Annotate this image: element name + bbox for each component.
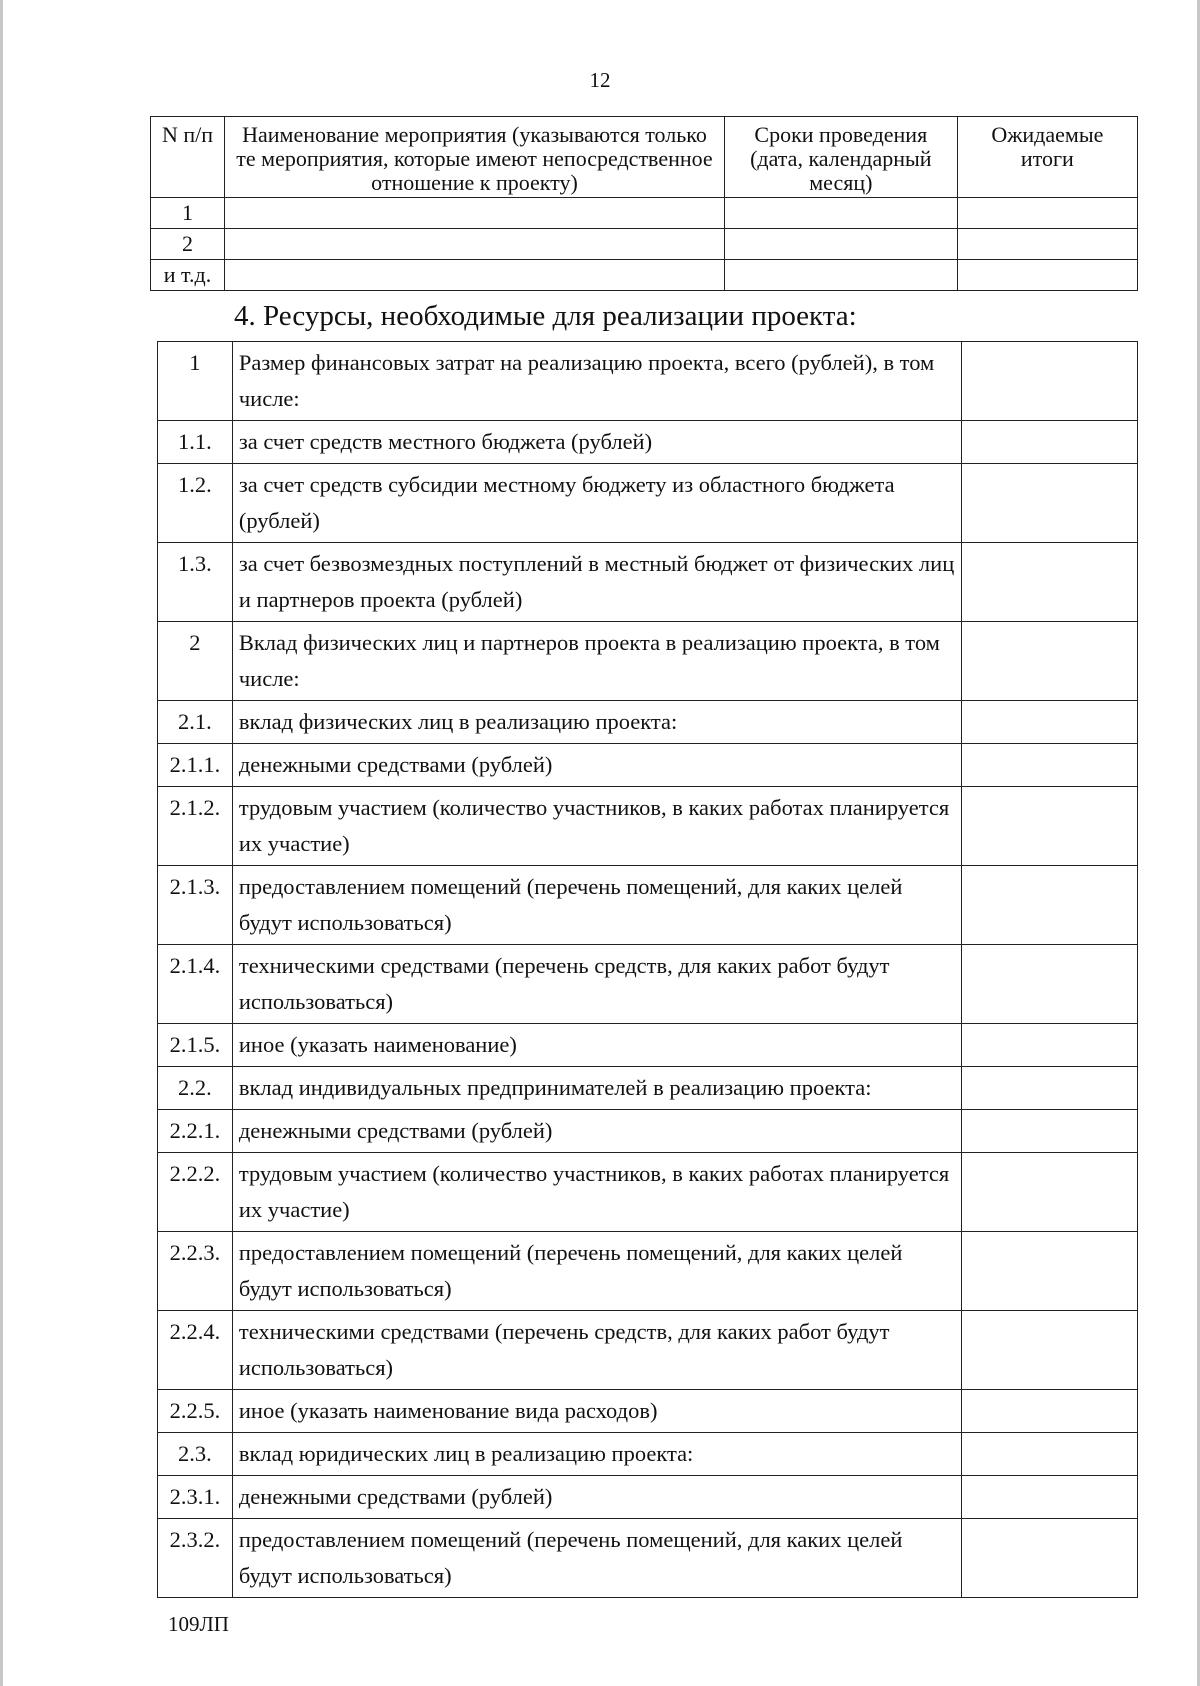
- resource-row: [158, 866, 1138, 945]
- resource-value-cell[interactable]: [961, 1024, 1137, 1067]
- document-code: 109ЛП: [168, 1612, 229, 1636]
- resource-row: [158, 1311, 1138, 1390]
- resource-value-cell[interactable]: [961, 1067, 1137, 1110]
- resource-number: 2.1.2.: [158, 787, 233, 866]
- resource-description: денежными средствами (рублей): [232, 1476, 961, 1519]
- resource-value-cell[interactable]: [961, 1476, 1137, 1519]
- resource-number: 2.2.1.: [158, 1110, 233, 1153]
- resource-number: 2.3.1.: [158, 1476, 233, 1519]
- resource-description: за счет безвозмездных поступлений в местный бюджет от физических лиц и партнеров проекта (рублей): [232, 543, 961, 622]
- resource-value-cell[interactable]: [961, 1232, 1137, 1311]
- resource-number: 2.3.: [158, 1433, 233, 1476]
- resource-description: Вклад физических лиц и партнеров проекта в реализацию проекта, в том числе:: [232, 622, 961, 701]
- resource-number: 1.1.: [158, 421, 233, 464]
- event-row-number: 2: [151, 229, 225, 260]
- events-table-row: [151, 229, 1138, 260]
- resource-row: [158, 622, 1138, 701]
- resource-row: [158, 787, 1138, 866]
- resource-value-cell[interactable]: [961, 464, 1137, 543]
- section-heading: 4. Ресурсы, необходимые для реализации проекта:: [234, 300, 857, 332]
- resource-number: 2.2.: [158, 1067, 233, 1110]
- resource-number: 2.1.1.: [158, 744, 233, 787]
- header-n: N п/п: [151, 117, 225, 198]
- resource-value-cell[interactable]: [961, 701, 1137, 744]
- resource-value-cell[interactable]: [961, 1390, 1137, 1433]
- resource-description: вклад индивидуальных предпринимателей в реализацию проекта:: [232, 1067, 961, 1110]
- resource-description: техническими средствами (перечень средств, для каких работ будут использоваться): [232, 945, 961, 1024]
- event-results-cell[interactable]: [957, 229, 1137, 260]
- events-table-row: [151, 198, 1138, 229]
- event-row-number: 1: [151, 198, 225, 229]
- resource-description: за счет средств местного бюджета (рублей): [232, 421, 961, 464]
- events-table-row: [151, 260, 1138, 291]
- resource-row: [158, 421, 1138, 464]
- resource-row: [158, 1519, 1138, 1598]
- resource-value-cell[interactable]: [961, 1110, 1137, 1153]
- resource-value-cell[interactable]: [961, 866, 1137, 945]
- event-name-cell[interactable]: [225, 229, 725, 260]
- resource-number: 2.2.3.: [158, 1232, 233, 1311]
- resource-description: денежными средствами (рублей): [232, 744, 961, 787]
- resource-number: 2.2.4.: [158, 1311, 233, 1390]
- header-event-name: Наименование мероприятия (указываются только те мероприятия, которые имеют непосредственное отношение к проекту): [225, 117, 725, 198]
- resource-description: трудовым участием (количество участников, в каких работах планируется их участие): [232, 787, 961, 866]
- resource-description: предоставлением помещений (перечень помещений, для каких целей будут использоваться): [232, 866, 961, 945]
- header-results: Ожидаемые итоги: [957, 117, 1137, 198]
- resource-row: [158, 744, 1138, 787]
- resource-row: [158, 701, 1138, 744]
- resource-description: Размер финансовых затрат на реализацию проекта, всего (рублей), в том числе:: [232, 342, 961, 421]
- resource-value-cell[interactable]: [961, 342, 1137, 421]
- resource-number: 2.3.2.: [158, 1519, 233, 1598]
- event-name-cell[interactable]: [225, 198, 725, 229]
- resources-table: [157, 341, 1138, 1598]
- events-table: [150, 116, 1138, 291]
- resource-value-cell[interactable]: [961, 1433, 1137, 1476]
- resource-row: [158, 543, 1138, 622]
- resource-value-cell[interactable]: [961, 421, 1137, 464]
- page-number: 12: [589, 68, 611, 92]
- resource-value-cell[interactable]: [961, 744, 1137, 787]
- events-table-header-row: [151, 117, 1138, 198]
- resource-number: 2.1.4.: [158, 945, 233, 1024]
- resource-number: 2.2.5.: [158, 1390, 233, 1433]
- resource-description: трудовым участием (количество участников, в каких работах планируется их участие): [232, 1153, 961, 1232]
- resource-value-cell[interactable]: [961, 622, 1137, 701]
- resource-description: предоставлением помещений (перечень помещений, для каких целей будут использоваться): [232, 1519, 961, 1598]
- resource-row: [158, 1390, 1138, 1433]
- header-dates: Сроки проведения (дата, календарный месяц): [724, 117, 957, 198]
- resource-number: 1: [158, 342, 233, 421]
- resource-number: 1.2.: [158, 464, 233, 543]
- resource-number: 2.1.5.: [158, 1024, 233, 1067]
- resource-row: [158, 945, 1138, 1024]
- resource-description: вклад юридических лиц в реализацию проекта:: [232, 1433, 961, 1476]
- resource-description: вклад физических лиц в реализацию проекта:: [232, 701, 961, 744]
- resource-number: 2.2.2.: [158, 1153, 233, 1232]
- resource-value-cell[interactable]: [961, 1153, 1137, 1232]
- resource-description: предоставлением помещений (перечень помещений, для каких целей будут использоваться): [232, 1232, 961, 1311]
- resource-row: [158, 1024, 1138, 1067]
- resource-number: 2.1.: [158, 701, 233, 744]
- event-dates-cell[interactable]: [724, 198, 957, 229]
- event-results-cell[interactable]: [957, 198, 1137, 229]
- resource-description: иное (указать наименование вида расходов): [232, 1390, 961, 1433]
- resource-row: [158, 1067, 1138, 1110]
- event-results-cell[interactable]: [957, 260, 1137, 291]
- resource-value-cell[interactable]: [961, 1311, 1137, 1390]
- resource-description: техническими средствами (перечень средств, для каких работ будут использоваться): [232, 1311, 961, 1390]
- event-name-cell[interactable]: [225, 260, 725, 291]
- resource-row: [158, 1476, 1138, 1519]
- page-edge-left: [0, 0, 3, 1686]
- event-dates-cell[interactable]: [724, 229, 957, 260]
- resource-row: [158, 342, 1138, 421]
- resource-description: за счет средств субсидии местному бюджету из областного бюджета (рублей): [232, 464, 961, 543]
- resource-row: [158, 1110, 1138, 1153]
- resource-description: денежными средствами (рублей): [232, 1110, 961, 1153]
- resource-number: 1.3.: [158, 543, 233, 622]
- resource-row: [158, 1433, 1138, 1476]
- resource-number: 2: [158, 622, 233, 701]
- event-dates-cell[interactable]: [724, 260, 957, 291]
- event-row-number: и т.д.: [151, 260, 225, 291]
- resource-value-cell[interactable]: [961, 945, 1137, 1024]
- resource-value-cell[interactable]: [961, 787, 1137, 866]
- resource-description: иное (указать наименование): [232, 1024, 961, 1067]
- resource-row: [158, 1232, 1138, 1311]
- resource-value-cell[interactable]: [961, 543, 1137, 622]
- resource-value-cell[interactable]: [961, 1519, 1137, 1598]
- resource-row: [158, 1153, 1138, 1232]
- resource-row: [158, 464, 1138, 543]
- resource-number: 2.1.3.: [158, 866, 233, 945]
